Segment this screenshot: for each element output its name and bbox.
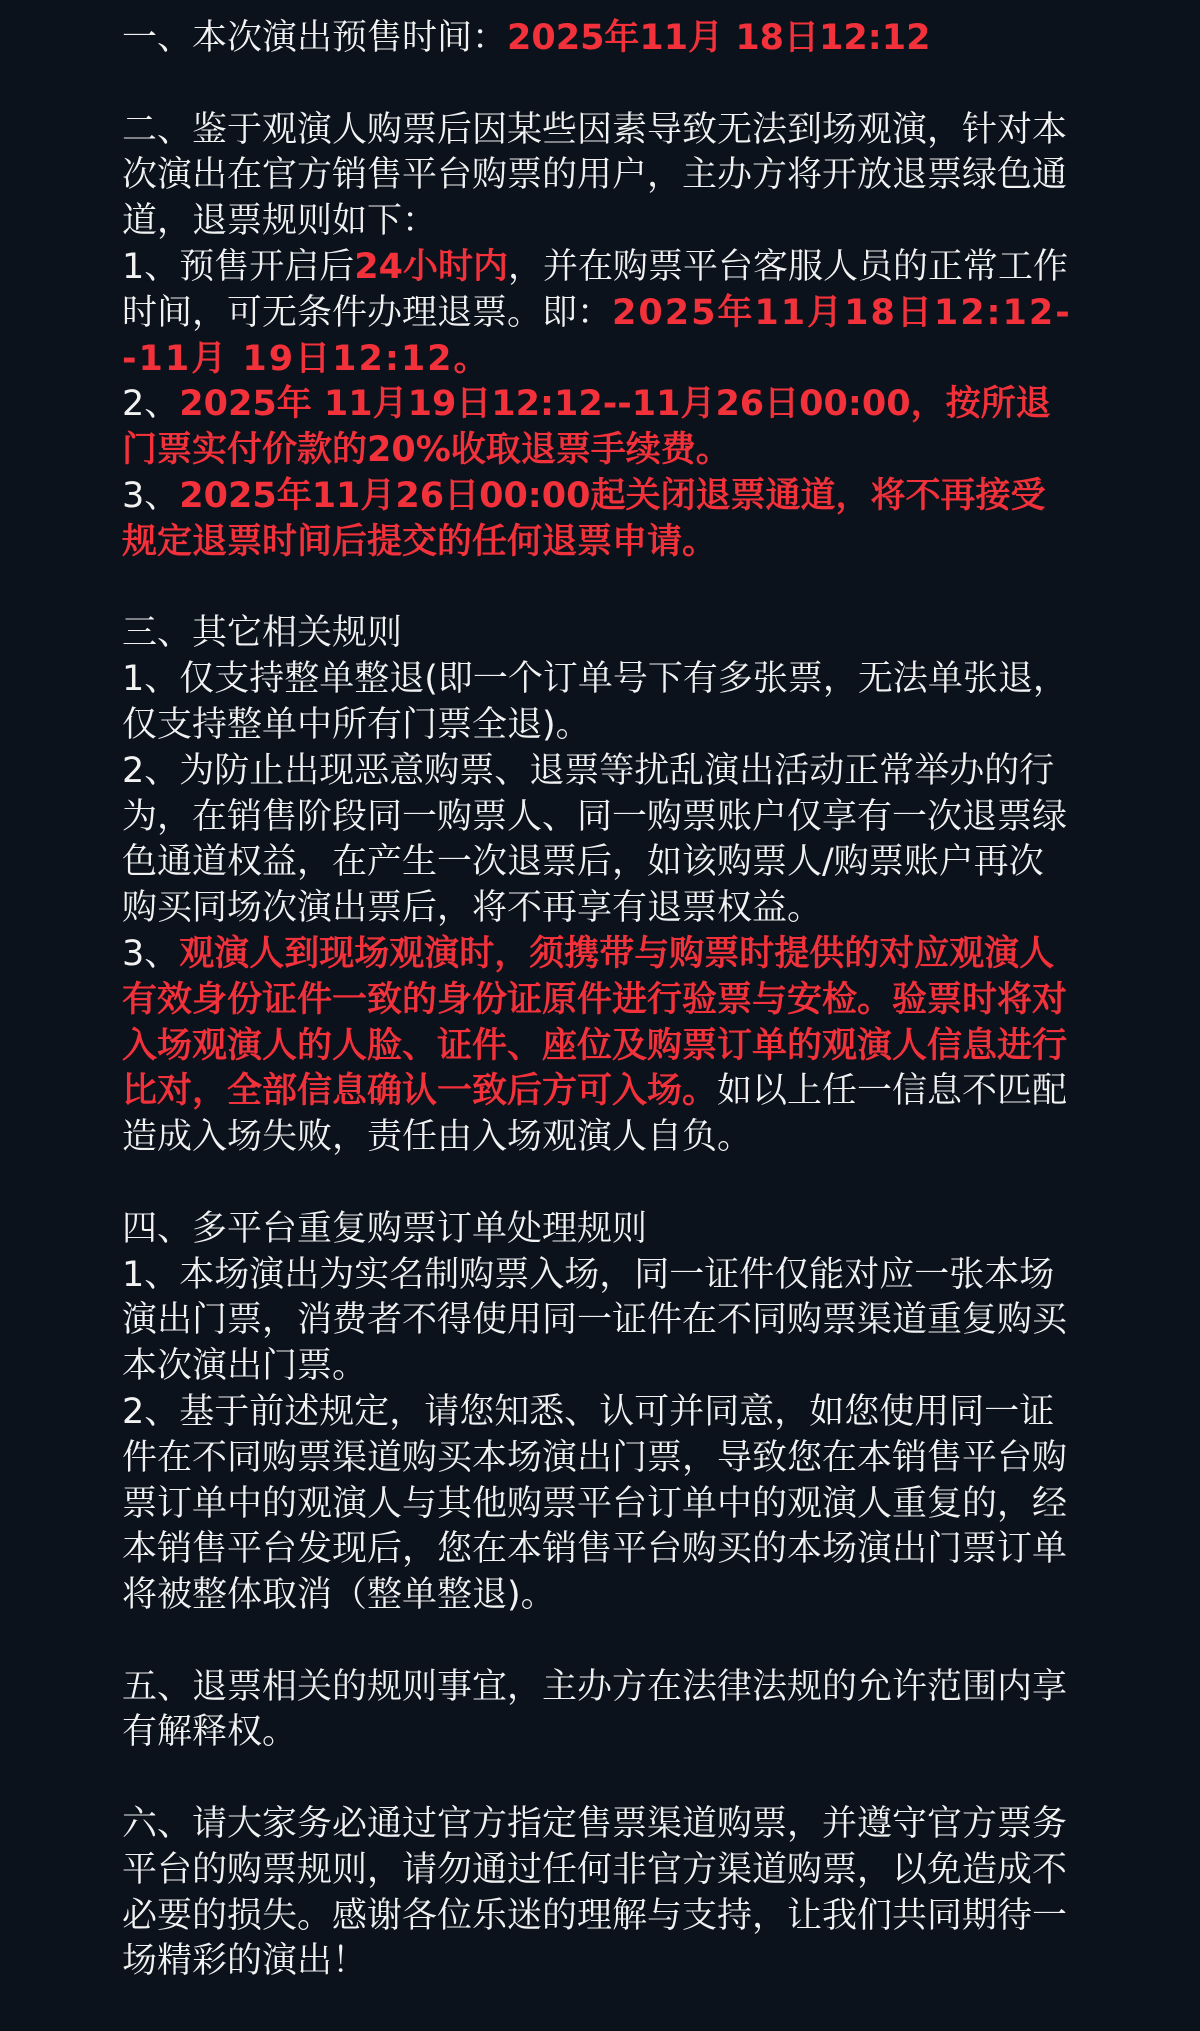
- other-rule-3-number: 3、: [122, 933, 180, 974]
- refund-intro: 二、鉴于观演人购票后因某些因素导致无法到场观演，针对本次演出在官方销售平台购票的用户，主办方将开放退票绿色通道，退票规则如下：: [122, 109, 1068, 242]
- refund-rule-2: [122, 382, 1072, 474]
- presale-time-value: 2025年11月 18日12:12: [507, 18, 931, 58]
- refund-rule-1-text: ，并在购票平台客服人员的正常工作时间，可无条件办理退票。即：: [122, 246, 1069, 333]
- section-official-channels: [122, 1802, 1072, 1985]
- section-interpretation: [122, 1665, 1072, 1757]
- duplicate-rule-1: 1、本场演出为实名制购票入场，同一证件仅能对应一张本场演出门票，消费者不得使用同一证件在不同购票渠道重复购买本次演出门票。: [122, 1254, 1068, 1387]
- section-duplicate-orders: [122, 1207, 1072, 1619]
- section-refund-channel: [122, 108, 1072, 566]
- duplicate-orders-title: 四、多平台重复购票订单处理规则: [122, 1208, 648, 1249]
- section-other-rules: [122, 611, 1072, 1161]
- other-rule-3-highlight: 观演人到现场观演时，须携带与购票时提供的对应观演人有效身份证件一致的身份证原件进行验票与安检。验票时将对入场观演人的人脸、证件、座位及购票订单的观演人信息进行比对，全部信息确认一致后方可入场。: [122, 933, 1068, 1112]
- refund-rule-1-period: 2025年11月18日12:12--11月 19日12:12。: [122, 292, 1072, 379]
- other-rule-3: [122, 932, 1072, 1161]
- refund-rule-1: [122, 245, 1072, 382]
- refund-rule-2-number: 2、: [122, 384, 180, 425]
- other-rules-title: 三、其它相关规则: [122, 613, 403, 654]
- duplicate-rule-2: 2、基于前述规定，请您知悉、认可并同意，如您使用同一证件在不同购票渠道购买本场演出门票，导致您在本销售平台购票订单中的观演人与其他购票平台订单中的观演人重复的，经本销售平台发现后，您在本销售平台购买的本场演出门票订单将被整体取消（整单整退)。: [122, 1391, 1068, 1616]
- official-channels-text: 六、请大家务必通过官方指定售票渠道购票，并遵守官方票务平台的购票规则，请勿通过任何非官方渠道购票，以免造成不必要的损失。感谢各位乐迷的理解与支持，让我们共同期待一场精彩的演出！: [122, 1804, 1068, 1982]
- refund-rule-1-prefix: 1、预售开启后: [122, 246, 355, 287]
- refund-rule-3-number: 3、: [122, 475, 180, 516]
- other-rule-1: 1、仅支持整单整退(即一个订单号下有多张票，无法单张退，仅支持整单中所有门票全退)。: [122, 659, 1068, 745]
- refund-rule-1-duration: 24小时内: [354, 246, 508, 287]
- refund-rule-3: [122, 474, 1072, 566]
- interpretation-text: 五、退票相关的规则事宜，主办方在法律法规的允许范围内享有解释权。: [122, 1666, 1068, 1753]
- refund-rule-2-text: 2025年 11月19日12:12--11月26日00:00，按所退门票实付价款的20%收取退票手续费。: [122, 384, 1051, 471]
- other-rule-3-text: 如以上任一信息不匹配造成入场失败，责任由入场观演人自负。: [122, 1071, 1068, 1158]
- refund-rule-3-text: 2025年11月26日00:00起关闭退票通道，将不再接受规定退票时间后提交的任何退票申请。: [122, 475, 1046, 562]
- presale-time-label: 一、本次演出预售时间：: [122, 18, 508, 58]
- section-presale-time: [122, 16, 1072, 62]
- ticket-rules-document: [122, 16, 1072, 2031]
- other-rule-2: 2、为防止出现恶意购票、退票等扰乱演出活动正常举办的行为，在销售阶段同一购票人、同一购票账户仅享有一次退票绿色通道权益，在产生一次退票后，如该购票人/购票账户再次购买同场次演出票后，将不再享有退票权益。: [122, 750, 1068, 929]
